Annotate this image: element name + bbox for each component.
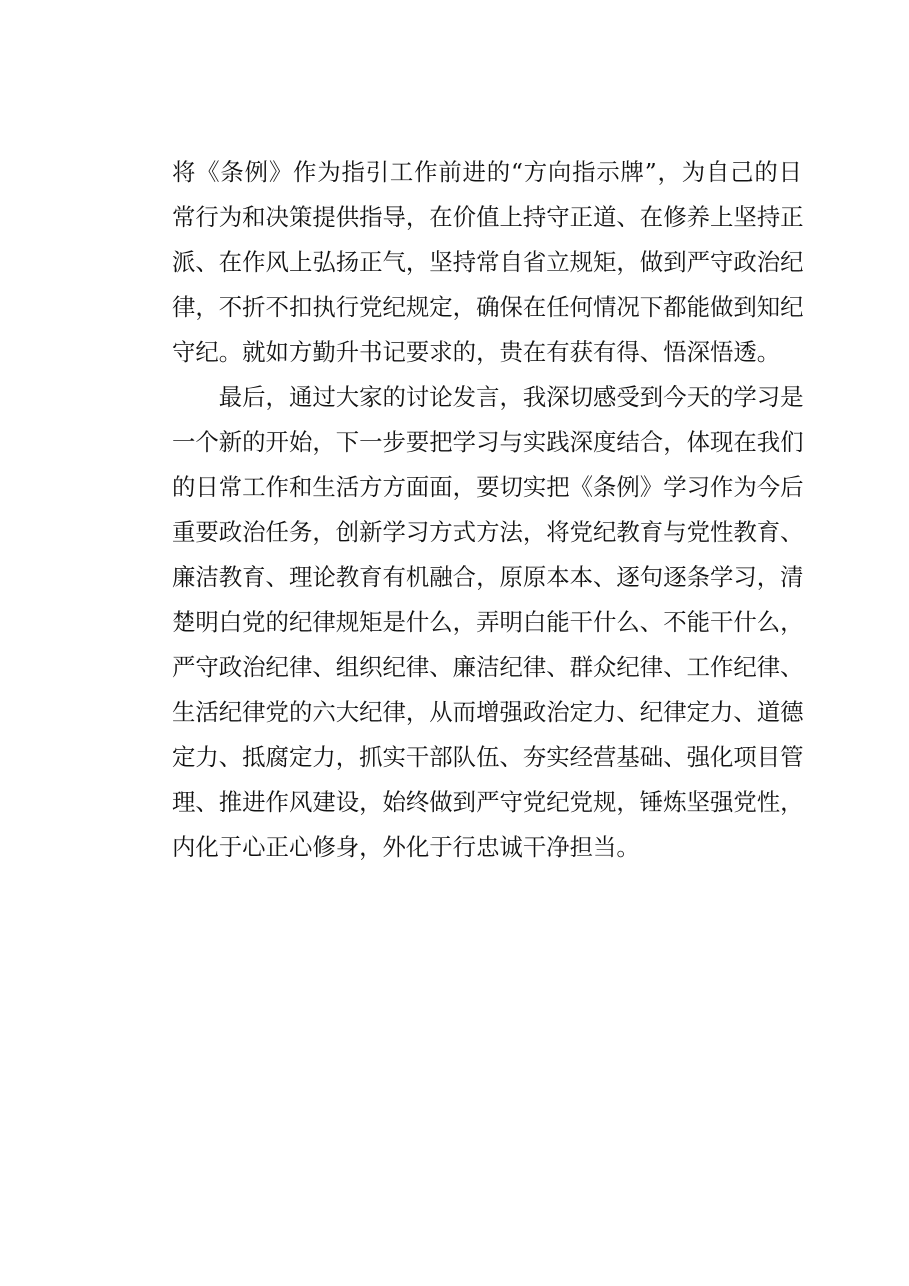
text-line-8: 的日常工作和生活方方面面，要切实把《条例》学习作为今后 [172,473,804,501]
text-line-12: 严守政治纪律、组织纪律、廉洁纪律、群众纪律、工作纪律、 [172,653,804,681]
text-line-10: 廉洁教育、理论教育有机融合，原原本本、逐句逐条学习，清 [172,563,804,591]
text-line-7: 一个新的开始，下一步要把学习与实践深度结合，体现在我们 [172,428,804,456]
text-line-3: 派、在作风上弘扬正气，坚持常自省立规矩，做到严守政治纪 [172,248,804,276]
text-line-1: 将《条例》作为指引工作前进的“方向指示牌”，为自己的日 [172,158,802,186]
text-line-6: 最后，通过大家的讨论发言，我深切感受到今天的学习是 [172,383,804,411]
text-line-5: 守纪。就如方勤升书记要求的，贵在有获有得、悟深悟透。 [172,338,781,366]
text-line-4: 律，不折不扣执行党纪规定，确保在任何情况下都能做到知纪 [172,293,804,321]
text-line-14: 定力、抵腐定力，抓实干部队伍、夯实经营基础、强化项目管 [172,743,804,771]
text-line-13: 生活纪律党的六大纪律，从而增强政治定力、纪律定力、道德 [172,698,804,726]
text-line-2: 常行为和决策提供指导，在价值上持守正道、在修养上坚持正 [172,203,804,231]
text-line-11: 楚明白党的纪律规矩是什么，弄明白能干什么、不能干什么， [172,608,804,636]
text-line-9: 重要政治任务，创新学习方式方法，将党纪教育与党性教育、 [172,518,804,546]
text-line-16: 内化于心正心修身，外化于行忠诚干净担当。 [172,833,640,861]
document-body [172,154,802,874]
text-line-15: 理、推进作风建设，始终做到严守党纪党规，锤炼坚强党性， [172,788,804,816]
